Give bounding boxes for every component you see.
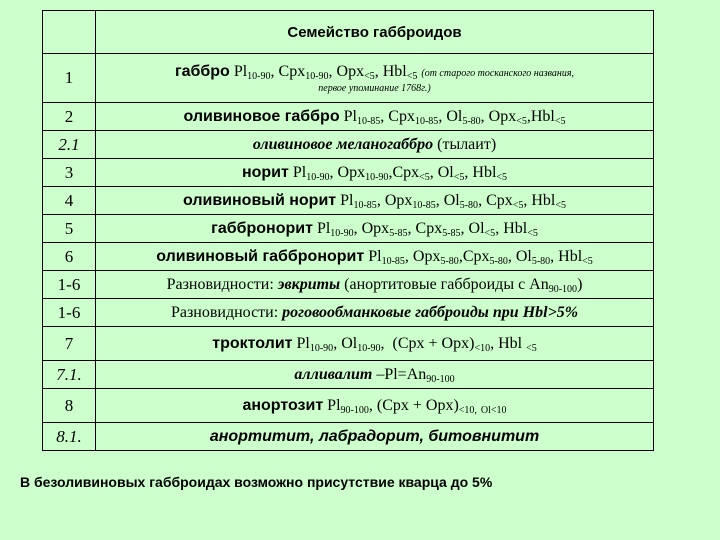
pyroxene-sum: $(Cpx + Opx)_{<10}$: [392, 334, 491, 354]
mineral: Hbl$_{<5}$: [382, 62, 418, 82]
table-row: [43, 361, 654, 389]
table-row: [43, 327, 654, 361]
mineral: $Ol_{5-80}$: [446, 107, 481, 127]
rock-name: роговообманковые габброиды при Hbl>5%: [282, 303, 579, 321]
variety-definition: $-Pl=An_{90-100}$: [376, 365, 455, 385]
table-title-text: Семейство габброидов: [287, 23, 462, 41]
row-description: [96, 299, 654, 327]
row-number: 7: [43, 327, 96, 361]
varieties-label: Разновидности:: [166, 275, 274, 293]
table-row: [43, 103, 654, 131]
mineral: Cpx$_{5-85}$: [415, 219, 461, 239]
mineral: Cpx$_{<5}$: [486, 191, 524, 211]
rock-name: троктолит: [212, 334, 293, 352]
mineral: Cpx$_{<5}$: [392, 163, 430, 183]
rock-name: анортитит, лабрадорит, битовнитит: [209, 427, 540, 445]
mineral: $Ol_{<5}$: [468, 219, 496, 239]
mineral: Opx$_{10-85}$: [384, 191, 436, 211]
row-number: 7.1.: [43, 361, 96, 389]
row-description: [96, 131, 654, 159]
row-number: 1-6: [43, 299, 96, 327]
row-description: габбро $Pl_{10-90}$, Cpx$_{10-90}$, Opx$_{<5}$, Hbl$_{<5}$ (от старого тосканского названия, первое упоминание 1768г.): [96, 54, 654, 103]
mineral: Hbl$_{<5}$: [503, 219, 538, 239]
rock-name: габбронорит: [211, 219, 313, 237]
row-description: [96, 361, 654, 389]
row-number: 3: [43, 159, 96, 187]
name-origin-note: (от старого тосканского названия,: [421, 67, 575, 79]
mineral: $Pl_{10-90}$: [316, 219, 354, 239]
rock-name: эвкриты: [277, 275, 341, 293]
variety-definition: (анортитовые габброиды с $An_{90-100}$): [344, 275, 583, 295]
row-number: 8: [43, 389, 96, 423]
row-number: 6: [43, 243, 96, 271]
row-number: 1: [43, 54, 96, 103]
mineral: Hbl$_{<5}$: [472, 163, 508, 183]
row-number: 5: [43, 215, 96, 243]
mineral: Cpx$_{5-80}$: [462, 247, 508, 267]
mineral: Hbl$_{<5}$: [530, 107, 566, 127]
table-row: [43, 299, 654, 327]
table-row: [43, 243, 654, 271]
table-row: [43, 423, 654, 451]
mineral: Opx$_{5-85}$: [361, 219, 408, 239]
mineral: $Ol_{10-90}$: [341, 334, 381, 354]
mineral: Hbl$_{<5}$: [531, 191, 567, 211]
mineral: Opx$_{<5}$: [488, 107, 527, 127]
footer-note: В безоливиновых габброидах возможно присутствие кварца до 5%: [20, 474, 493, 490]
varieties-label: Разновидности:: [170, 303, 279, 321]
mineral: $Pl_{10-85}$: [343, 107, 381, 127]
row-description: оливиновый габбронорит $Pl_{10-85}$, Opx$_{5-80}$,Cpx$_{5-80}$, $Ol_{5-80}$, Hbl$_{<5}$: [96, 243, 654, 271]
rock-name: алливалит: [294, 365, 373, 383]
row-description: оливиновое габбро $Pl_{10-85}$, Cpx$_{10-85}$, $Ol_{5-80}$, Opx$_{<5}$,Hbl$_{<5}$: [96, 103, 654, 131]
pyroxene-sum: $(Cpx + Opx)_{<10,}$: [376, 396, 477, 416]
row-number: 8.1.: [43, 423, 96, 451]
mineral: $Pl_{10-85}$: [368, 247, 405, 267]
mineral: $Pl_{10-90}$: [233, 62, 271, 82]
rock-name: габбро: [174, 62, 230, 80]
mineral: $Pl_{10-90}$: [296, 334, 334, 354]
table-row: [43, 54, 654, 103]
mineral: Cpx$_{10-90}$: [278, 62, 329, 82]
rock-name: оливиновый норит: [182, 191, 337, 209]
mineral: $Pl_{90-100}$: [327, 396, 369, 416]
row-number: 1-6: [43, 271, 96, 299]
table-row: [43, 187, 654, 215]
row-description: [96, 271, 654, 299]
row-description: норит $Pl_{10-90}$, Opx$_{10-90}$,Cpx$_{<5}$, $Ol_{<5}$, Hbl$_{<5}$: [96, 159, 654, 187]
rock-alias: (тылаит): [437, 135, 497, 153]
row-description: [96, 423, 654, 451]
row-description: анортозит $Pl_{90-100}$, $(Cpx + Opx)_{<10,}$ $_{Ol<10}$: [96, 389, 654, 423]
mineral: Hbl $_{<5}$: [498, 334, 537, 354]
table-title: [96, 11, 654, 54]
table-row: [43, 271, 654, 299]
rock-name: оливиновое габбро: [183, 107, 340, 125]
mineral: Opx$_{5-80}$: [412, 247, 459, 267]
mineral: Hbl$_{<5}$: [558, 247, 593, 267]
mineral: $Ol_{5-80}$: [443, 191, 479, 211]
mineral: Opx$_{10-90}$: [337, 163, 389, 183]
mineral: $Ol_{<5}$: [437, 163, 465, 183]
title-num-cell: [43, 11, 96, 54]
mineral: $Ol_{5-80}$: [515, 247, 551, 267]
mineral: Opx$_{<5}$: [336, 62, 375, 82]
rock-name: оливиновый габбронорит: [156, 247, 365, 265]
first-mention-note: первое упоминание 1768г.): [318, 82, 431, 94]
table-row: [43, 389, 654, 423]
olivine-limit: Ol<10: [480, 404, 507, 416]
rock-name: оливиновое меланогаббро: [252, 135, 434, 153]
mineral: Cpx$_{10-85}$: [388, 107, 439, 127]
row-number: 2.1: [43, 131, 96, 159]
mineral: $Pl_{10-90}$: [292, 163, 330, 183]
row-number: 2: [43, 103, 96, 131]
gabbroid-table: [42, 10, 654, 451]
mineral: $Pl_{10-85}$: [340, 191, 377, 211]
rock-name: анортозит: [242, 396, 324, 414]
row-description: габбронорит $Pl_{10-90}$, Opx$_{5-85}$, Cpx$_{5-85}$, $Ol_{<5}$, Hbl$_{<5}$: [96, 215, 654, 243]
table-row: [43, 159, 654, 187]
rock-name: норит: [241, 163, 289, 181]
table-title-row: [43, 11, 654, 54]
row-description: троктолит $Pl_{10-90}$, $Ol_{10-90}$, $(Cpx + Opx)_{<10}$, Hbl $_{<5}$: [96, 327, 654, 361]
row-number: 4: [43, 187, 96, 215]
row-description: оливиновый норит $Pl_{10-85}$, Opx$_{10-85}$, $Ol_{5-80}$, Cpx$_{<5}$, Hbl$_{<5}$: [96, 187, 654, 215]
table-row: [43, 131, 654, 159]
table-row: [43, 215, 654, 243]
